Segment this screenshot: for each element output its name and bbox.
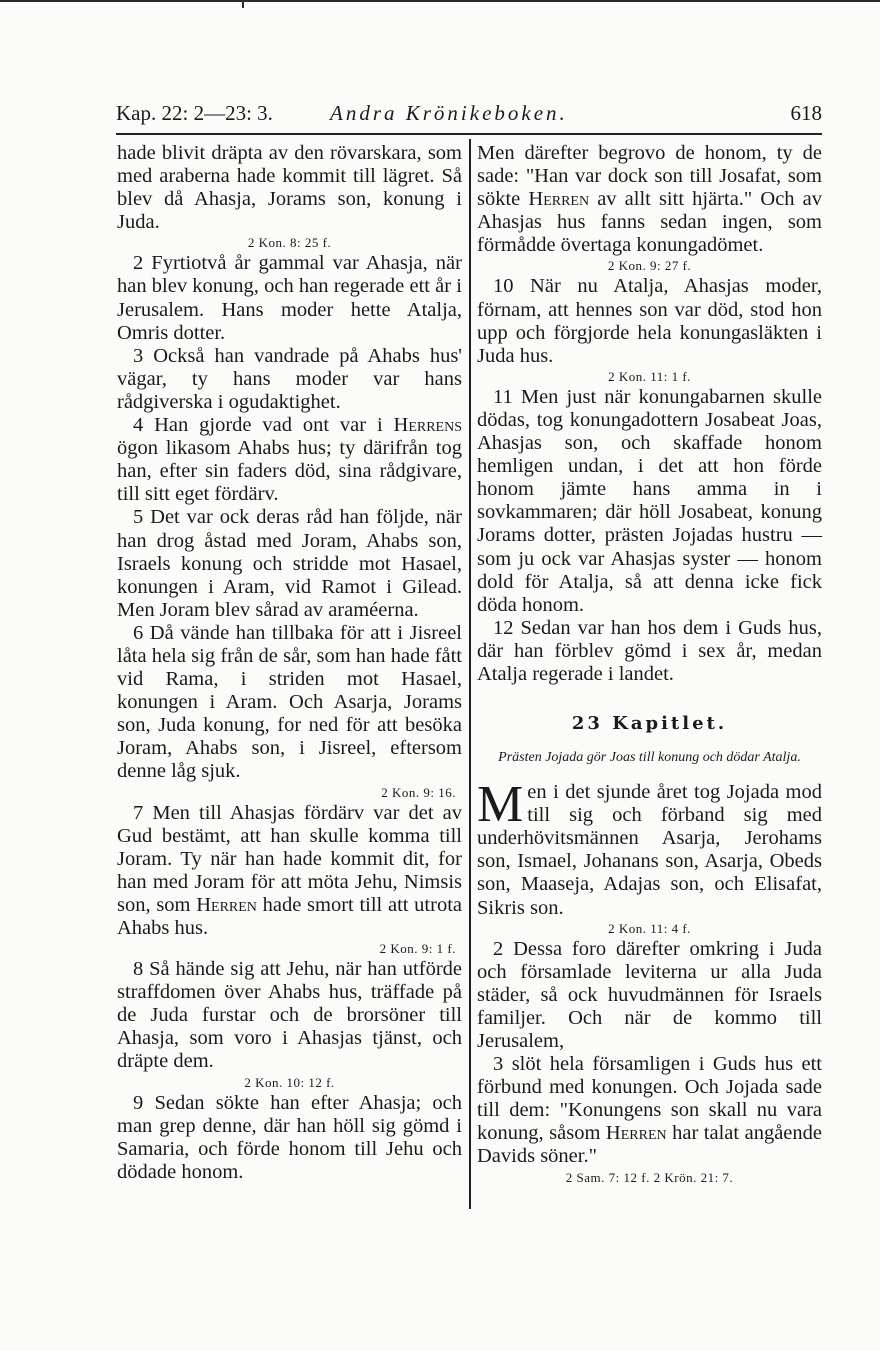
divine-name: Herrens bbox=[393, 414, 462, 437]
divine-name: Herren bbox=[605, 1122, 667, 1145]
verse-9: 9 Sedan sökte han efter Ahasja; och man grep denne, där han höll sig gömd i Samaria, och förde honom till Jehu och dödade honom. bbox=[117, 1091, 462, 1183]
verse-4 bbox=[117, 414, 462, 506]
cross-reference: 2 Sam. 7: 12 f. 2 Krön. 21: 7. bbox=[565, 1169, 734, 1185]
cross-reference: 2 Kon. 8: 25 f. bbox=[247, 235, 332, 251]
drop-cap: M bbox=[477, 776, 524, 834]
chapter-reference: Kap. 22: 2—23: 3. bbox=[116, 101, 273, 125]
verse-3: 3 Också han vandrade på Ahabs hus' vägar, ty hans moder var hans rådgiverska i ogudaktighet. bbox=[117, 344, 462, 413]
cross-reference: 2 Kon. 10: 12 f. bbox=[244, 1074, 335, 1090]
page-number: 618 bbox=[790, 101, 822, 125]
left-column bbox=[117, 142, 462, 1184]
top-border-tick bbox=[242, 0, 244, 8]
verse-7-text-b: hade smort till att utrota Ahabs hus. bbox=[117, 893, 462, 939]
verse-3-text-a: 3 slöt hela församligen i Guds hus ett förbund med konungen. Och Jojada sade till dem: "Konungens son skall nu vara konung, såsom bbox=[477, 1053, 822, 1145]
top-border bbox=[0, 0, 880, 2]
verse-11: 11 Men just när konungabarnen skulle dödas, tog konungadottern Josabeat Joas, Ahasjas son, och skaffade honom hemligen undan, i det att hon förde honom jämte hans amma in i sovkammaren; där höll Josabeat, konung Jorams dotter, prästen Jojadas hustru — som ju ock var Ahasjas syster — honom dold för Atalja, så att denna icke fick döda honom. bbox=[477, 385, 822, 616]
cross-reference: 2 Kon. 9: 1 f. bbox=[379, 941, 456, 957]
verse-7-text-a: 7 Men till Ahasjas fördärv var det av Gud bestämt, att han skulle komma till Joram. Ty när han hade kommit dit, for han med Joram för att möta Jehu, Nimsis son, som bbox=[117, 801, 462, 916]
chapter-heading: 23 Kapitlet. bbox=[571, 713, 728, 735]
paragraph-continuation: hade blivit dräpta av den rövarskara, som med araberna hade kommit till lägret. Så blev då Ahasja, Jorams son, konung i Juda. bbox=[117, 142, 462, 234]
cross-reference: 2 Kon. 11: 4 f. bbox=[608, 920, 691, 936]
verse-4-text-a: 4 Han gjorde vad ont var i bbox=[133, 414, 394, 437]
verse-10: 10 När nu Atalja, Ahasjas moder, förnam, att hennes son var död, stod hon upp och förgjorde hela konungasläkten i Juda hus. bbox=[477, 275, 822, 367]
verse-8: 8 Så hände sig att Jehu, när han utförde straffdomen över Ahabs hus, träffade på de Juda furstar och de brorsöner till Ahasja, som voro i Ahasjas tjänst, och dräpte dem. bbox=[117, 958, 462, 1073]
divine-name: Herren bbox=[196, 893, 257, 916]
verse-2: 2 Fyrtiotvå år gammal var Ahasja, när han blev konung, och han regerade ett år i Jerusalem. Hans moder hette Atalja, Omris dotter. bbox=[117, 252, 462, 344]
verse-4-text-b: ögon likasom Ahabs hus; ty därifrån tog han, efter sin faders död, sina rådgivare, till sitt eget fördärv. bbox=[117, 437, 462, 506]
chapter-summary: Prästen Jojada gör Joas till konung och dödar Atalja. bbox=[498, 750, 801, 766]
divine-name: Herren bbox=[528, 188, 590, 211]
verse-5: 5 Det var ock deras råd han följde, när han drog åstad med Joram, Ahabs son, Israels konung och stridde mot Hasael, konungen i Aram, vid Ramot i Gilead. Men Joram blev sårad av araméerna. bbox=[117, 506, 462, 621]
verse-2: 2 Dessa foro därefter omkring i Juda och församlade leviterna ur alla Juda städer, så ock huvudmännen för Israels familjer. Och när de kommo till Jerusalem, bbox=[477, 937, 822, 1052]
verse-1-text: en i det sjunde året tog Jojada mod till sig och förband sig med underhövitsmännen Asarja, Jerohams son, Ismael, Johanans son, Asarja, Obeds son, Maaseja, Adajas son, och Elisafat, Sikris son. bbox=[477, 781, 822, 919]
column-divider bbox=[469, 139, 471, 1209]
running-header bbox=[116, 98, 822, 130]
book-title: Andra Krönikeboken. bbox=[330, 101, 568, 125]
header-rule bbox=[116, 133, 822, 135]
right-column bbox=[477, 142, 822, 1187]
cross-reference: 2 Kon. 11: 1 f. bbox=[608, 368, 691, 384]
cross-reference: 2 Kon. 9: 16. bbox=[381, 784, 456, 800]
paragraph-continuation bbox=[477, 142, 822, 257]
continuation-text-a: Men därefter begrovo de honom, ty de sade: "Han var dock son till Josafat, som sökte bbox=[477, 142, 822, 211]
verse-1 bbox=[477, 776, 822, 920]
cross-reference: 2 Kon. 9: 27 f. bbox=[607, 258, 692, 274]
verse-12: 12 Sedan var han hos dem i Guds hus, där han förblev gömd i sex år, medan Atalja regerade i landet. bbox=[477, 616, 822, 685]
continuation-text-b: av allt sitt hjärta." Och av Ahasjas hus fanns sedan ingen, som förmådde övertaga konungadömet. bbox=[477, 188, 822, 257]
verse-3-text-b: har talat angående Davids söner." bbox=[477, 1122, 823, 1168]
verse-7 bbox=[117, 802, 462, 941]
verse-6: 6 Då vände han tillbaka för att i Jisreel låta hela sig från de sår, som han hade fått vid Rama, i striden mot Hasael, konungen i Aram. Och Asarja, Jorams son, Juda konung, for ned för att besöka Joram, Ahabs son, i Jisreel, eftersom denne låg sjuk. bbox=[117, 621, 462, 783]
verse-3 bbox=[477, 1053, 822, 1168]
